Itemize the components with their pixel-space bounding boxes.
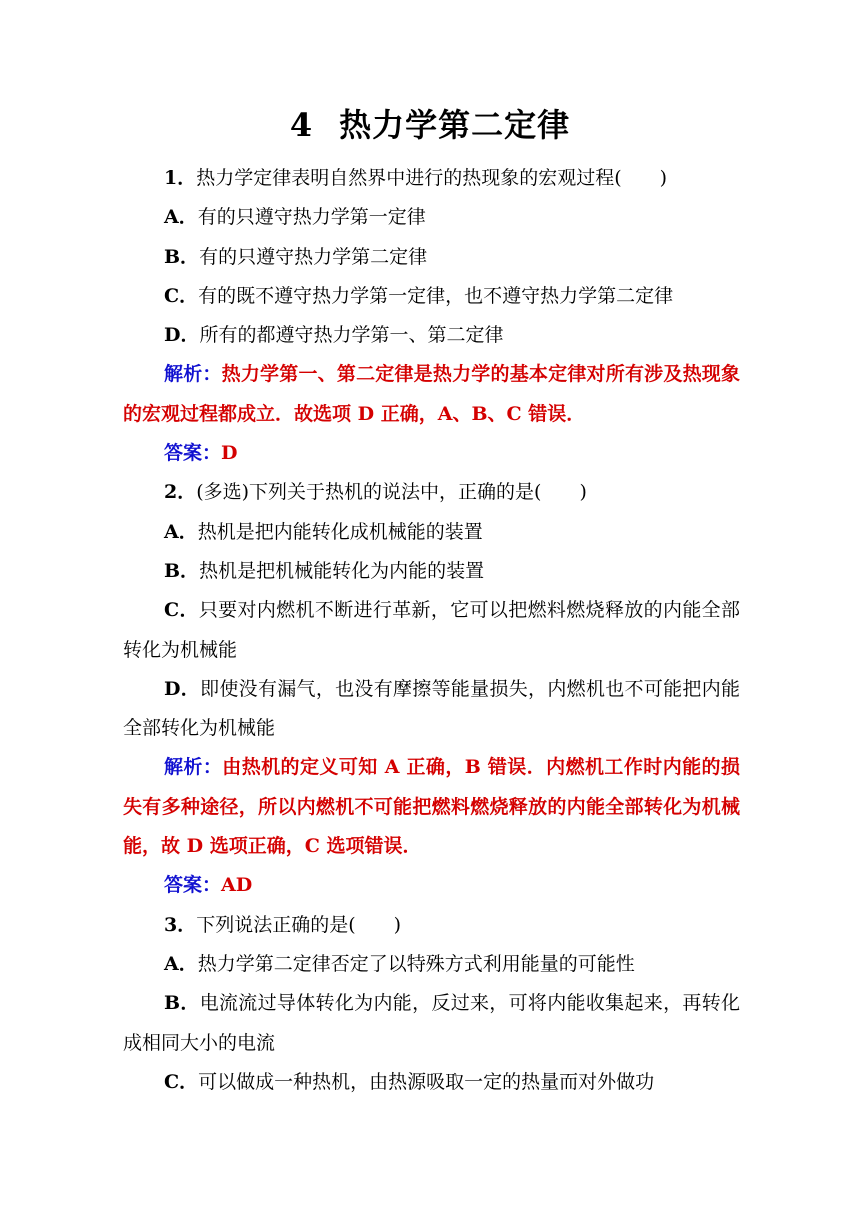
option-text: 可以做成一种热机，由热源吸取一定的热量而对外做功 (198, 1070, 655, 1093)
analysis-1 (123, 355, 740, 434)
option-text: 所有的都遵守热力学第一、第二定律 (199, 324, 504, 347)
question-1-stem (123, 159, 740, 198)
answer-label: 答案： (164, 442, 222, 465)
option-letter: C． (164, 284, 199, 307)
option-d (123, 316, 740, 355)
option-text: 只要对内燃机不断进行革新，它可以把燃料燃烧释放的内能全部转化为机械能 (123, 599, 740, 661)
analysis-2 (123, 748, 740, 866)
question-number: 3． (164, 913, 197, 936)
option-text: 热机是把机械能转化为内能的装置 (199, 559, 485, 582)
option-text: 有的只遵守热力学第二定律 (199, 245, 428, 268)
analysis-label: 解析： (164, 363, 222, 386)
option-letter: D． (164, 324, 200, 347)
option-b (123, 984, 740, 1063)
question-list (123, 159, 740, 1102)
answer-2 (123, 866, 740, 905)
option-letter: B． (164, 992, 200, 1015)
option-b (123, 552, 740, 591)
analysis-label: 解析： (164, 756, 223, 779)
option-c (123, 1063, 740, 1102)
section-number: 4 (289, 106, 314, 144)
page-title (0, 100, 860, 150)
section-title: 热力学第二定律 (339, 106, 571, 144)
option-c (123, 277, 740, 316)
answer-1 (123, 434, 740, 473)
question-number: 2． (164, 481, 197, 504)
option-letter: B． (164, 245, 200, 268)
option-letter: A． (164, 952, 198, 975)
option-d (123, 670, 740, 749)
question-text: 热力学定律表明自然界中进行的热现象的宏观过程( ) (196, 167, 668, 189)
option-text: 有的既不遵守热力学第一定律，也不遵守热力学第二定律 (198, 284, 674, 307)
option-b (123, 238, 740, 277)
question-text: 下列说法正确的是( ) (196, 913, 402, 936)
option-a (123, 945, 740, 984)
option-text: 热机是把内能转化成机械能的装置 (197, 520, 483, 543)
option-letter: A． (164, 520, 198, 543)
option-a (123, 198, 740, 237)
option-c (123, 591, 740, 670)
answer-text: AD (221, 874, 253, 897)
answer-text: D (221, 442, 238, 465)
option-letter: D． (164, 677, 201, 700)
analysis-text: 热力学第一、第二定律是热力学的基本定律对所有涉及热现象的宏观过程都成立．故选项 D 正确，A、B、C 错误． (123, 363, 740, 425)
option-letter: A． (164, 206, 198, 229)
question-text: (多选)下列关于热机的说法中，正确的是( ) (196, 481, 587, 504)
question-3-stem (123, 906, 740, 945)
option-a (123, 513, 740, 552)
option-text: 有的只遵守热力学第一定律 (197, 206, 426, 229)
option-letter: B． (164, 559, 200, 582)
option-text: 热力学第二定律否定了以特殊方式利用能量的可能性 (197, 952, 635, 975)
option-letter: C． (164, 599, 199, 622)
question-2-stem (123, 473, 740, 512)
answer-label: 答案： (164, 874, 222, 897)
analysis-text: 由热机的定义可知 A 正确，B 错误．内燃机工作时内能的损失有多种途径，所以内燃机不可能把燃料燃烧释放的内能全部转化为机械能，故 D 选项正确，C 选项错误． (123, 756, 740, 858)
option-text: 电流流过导体转化为内能，反过来，可将内能收集起来，再转化成相同大小的电流 (123, 992, 740, 1054)
question-number: 1． (164, 167, 197, 189)
option-text: 即使没有漏气，也没有摩擦等能量损失，内燃机也不可能把内能全部转化为机械能 (123, 677, 740, 740)
option-letter: C． (164, 1070, 199, 1093)
